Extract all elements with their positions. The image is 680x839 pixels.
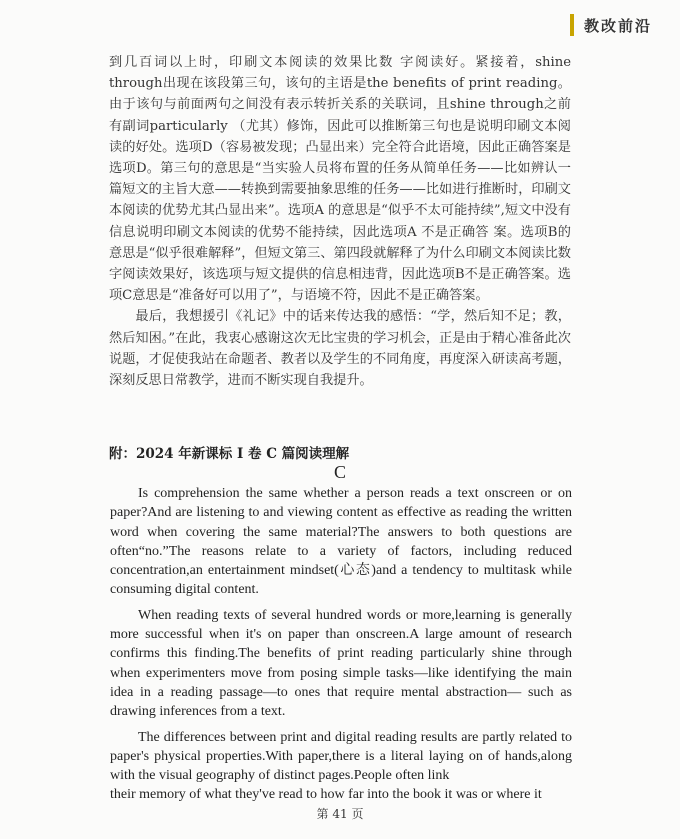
passage-paragraph-4: their memory of what they've read to how far into the book it was or where it — [110, 787, 542, 803]
page-number: 第 41 页 — [316, 807, 364, 821]
analysis-paragraph-1: 到几百词以上时，印刷文本阅读的效果比数 字阅读好。紧接着，shine through出现在该段第三句，该句的主语是the benefits of print reading。由于该句与前面两句之间没有表示转折关系的关联词，且shine through之前有副词particularly （尤其）修饰，因此可以推断第三句也是说明印刷文本阅读的好处。选项D（容易被发现；凸显出来）完全符合此语境，因此正确答案是选项D。第三句的意思是“当实验人员将布置的任务从简单任务——比如辨认一篇短文的主旨大意——转换到需要抽象思维的任务——比如进行推断时，印刷文本阅读的优势尤其凸显出来”。选项A 的意思是“似乎不太可能持续”,短文中没有信息说明印刷文本阅读的优势不能持续，因此选项A 不是正确答 案。选项B的意思是“似乎很难解释”，但短文第三、第四段就解释了为什么印刷文本阅读比数字阅读效果好，该选项与短文提供的信息相违背，因此选项B不是正确答案。选项C意思是“准备好可以用了”，与语境不符，因此不是正确答案。 — [109, 55, 571, 304]
passage-letter: C — [333, 462, 346, 482]
passage-paragraph-1: Is comprehension the same whether a person reads a text onscreen or on paper?And are listening to and viewing content as effective as reading the written word when covering the same material?The answers to both questions are often“no.”The reasons relate to a variety of factors, including reduced concentration,an entertainment mindset(心态)and a tendency to multitask while consuming digital content. — [110, 486, 572, 598]
section-label: 教改前沿 — [583, 16, 652, 35]
header-accent-bar — [570, 14, 574, 36]
analysis-text — [109, 52, 571, 391]
passage-paragraph-3: The differences between print and digital reading results are partly related to paper's physical properties.With paper,there is a literal laying on of hands,along with the visual geography of distinct pages.People often link — [110, 729, 572, 784]
passage-paragraph-2: When reading texts of several hundred words or more,learning is generally more successful when it's on paper than onscreen.A large amount of research confirms this finding.The benefits of print reading particularly shine through when experimenters move from posing simple tasks—like identifying the main idea in a reading passage—to ones that require mental abstraction— such as drawing inferences from a text. — [110, 607, 572, 720]
appendix-title: 附：2024 年新课标 I 卷 C 篇阅读理解 — [109, 446, 350, 462]
reading-passage — [110, 484, 572, 811]
section-header — [570, 14, 652, 36]
analysis-paragraph-2: 最后，我想援引《礼记》中的话来传达我的感悟：“学，然后知不足；教，然后知困。”在此，我衷心感谢这次无比宝贵的学习机会，正是由于精心准备此次说题，才促使我站在命题者、教者以及学生的不同角度，再度深入研读高考题，深刻反思日常教学，进而不断实现自我提升。 — [109, 309, 571, 389]
